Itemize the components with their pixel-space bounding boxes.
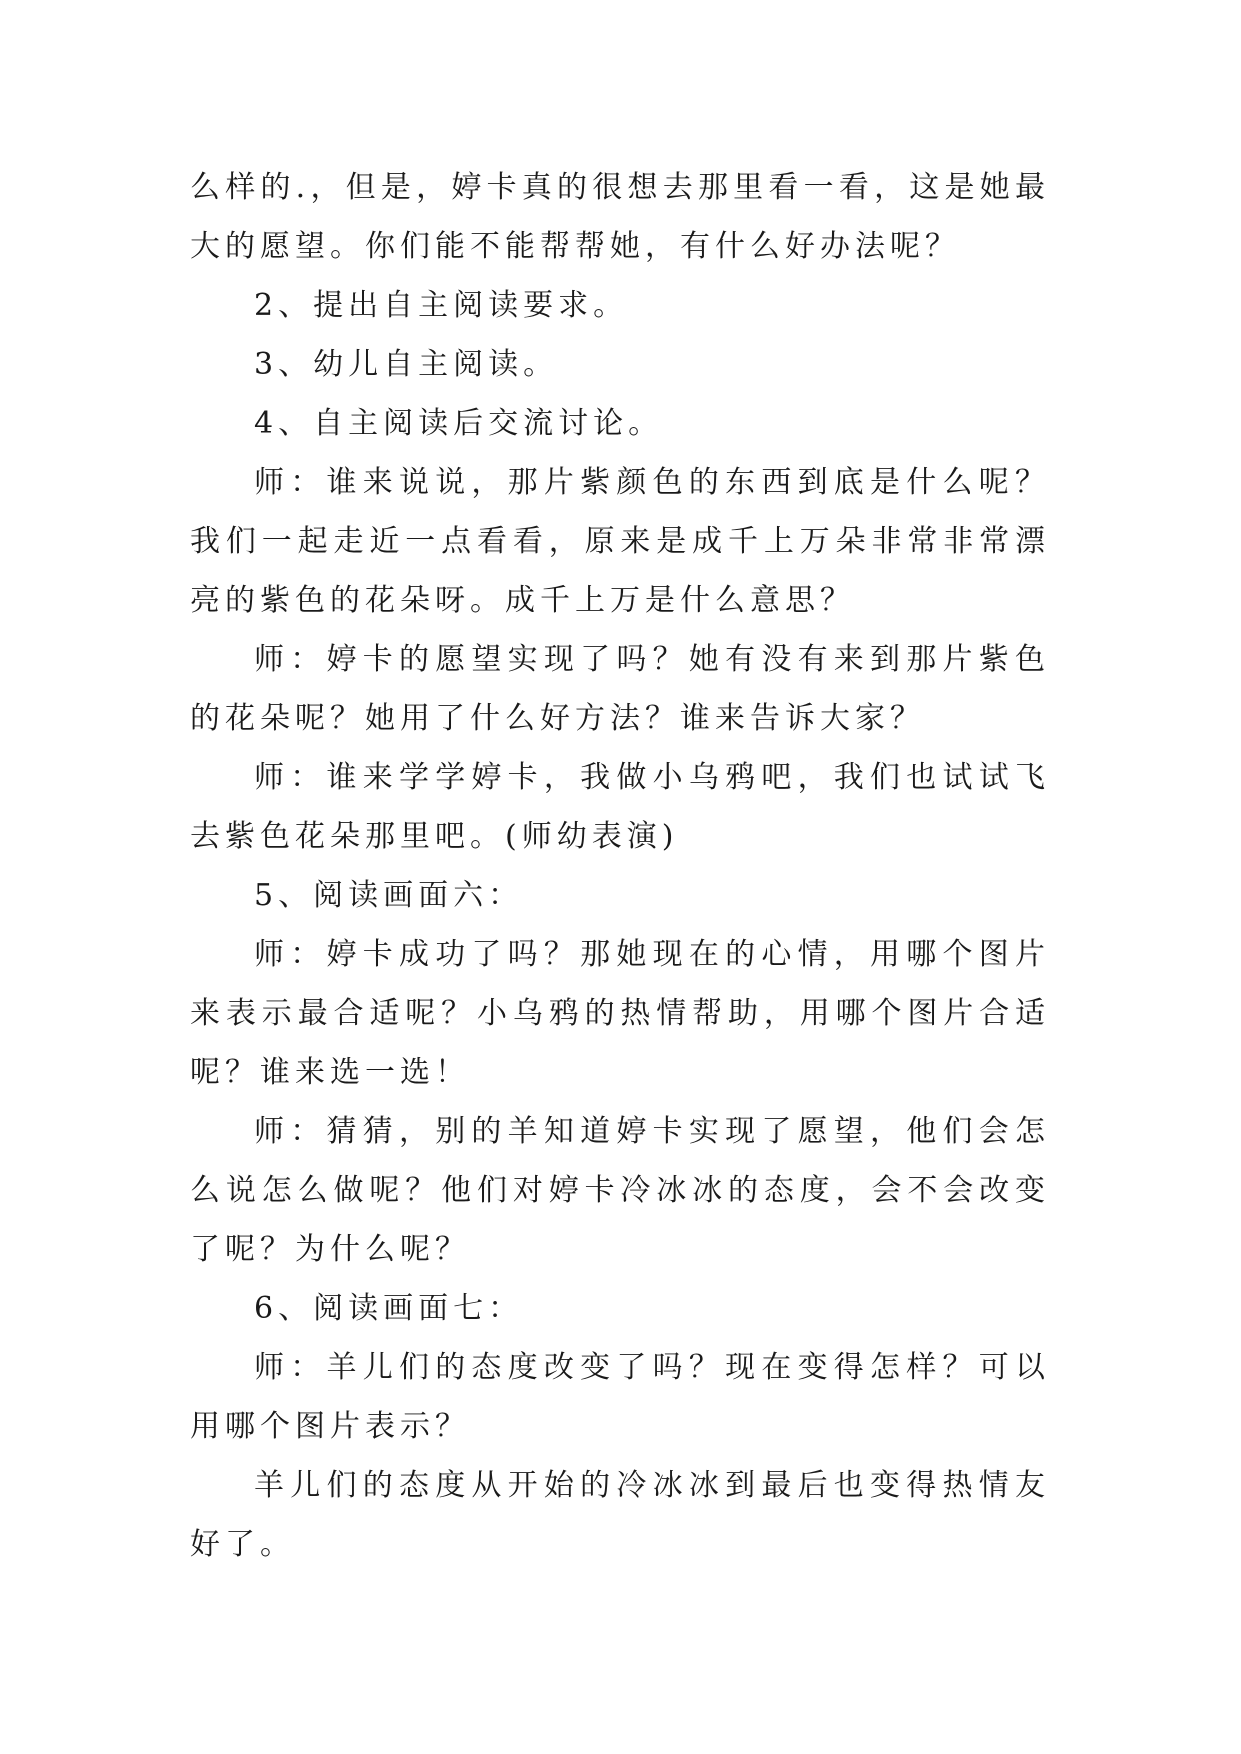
paragraph-13: 羊儿们的态度从开始的冷冰冰到最后也变得热情友好了。 [190, 1468, 1050, 1562]
paragraph-9: 师：婷卡成功了吗？那她现在的心情，用哪个图片来表示最合适呢？小乌鸦的热情帮助，用哪个图片合适呢？谁来选一选！ [190, 937, 1050, 1090]
paragraph-4: 4、自主阅读后交流讨论。 [254, 406, 664, 441]
paragraph-2: 2、提出自主阅读要求。 [254, 288, 629, 323]
paragraph-1: 么样的.，但是，婷卡真的很想去那里看一看，这是她最大的愿望。你们能不能帮帮她，有什么好办法呢？ [190, 170, 1050, 264]
paragraph-12: 师：羊儿们的态度改变了吗？现在变得怎样？可以用哪个图片表示？ [190, 1350, 1050, 1444]
document-body [190, 158, 1050, 1574]
paragraph-5: 师：谁来说说，那片紫颜色的东西到底是什么呢？我们一起走近一点看看，原来是成千上万朵非常非常漂亮的紫色的花朵呀。成千上万是什么意思？ [190, 465, 1050, 618]
paragraph-6: 师：婷卡的愿望实现了吗？她有没有来到那片紫色的花朵呢？她用了什么好方法？谁来告诉大家？ [190, 642, 1050, 736]
paragraph-3: 3、幼儿自主阅读。 [254, 347, 559, 382]
paragraph-11: 6、阅读画面七： [254, 1291, 524, 1326]
paragraph-8: 5、阅读画面六： [254, 878, 524, 913]
paragraph-10: 师：猜猜，别的羊知道婷卡实现了愿望，他们会怎么说怎么做呢？他们对婷卡冷冰冰的态度，会不会改变了呢？为什么呢？ [190, 1114, 1050, 1267]
paragraph-7: 师：谁来学学婷卡，我做小乌鸦吧，我们也试试飞去紫色花朵那里吧。(师幼表演) [190, 760, 1050, 854]
